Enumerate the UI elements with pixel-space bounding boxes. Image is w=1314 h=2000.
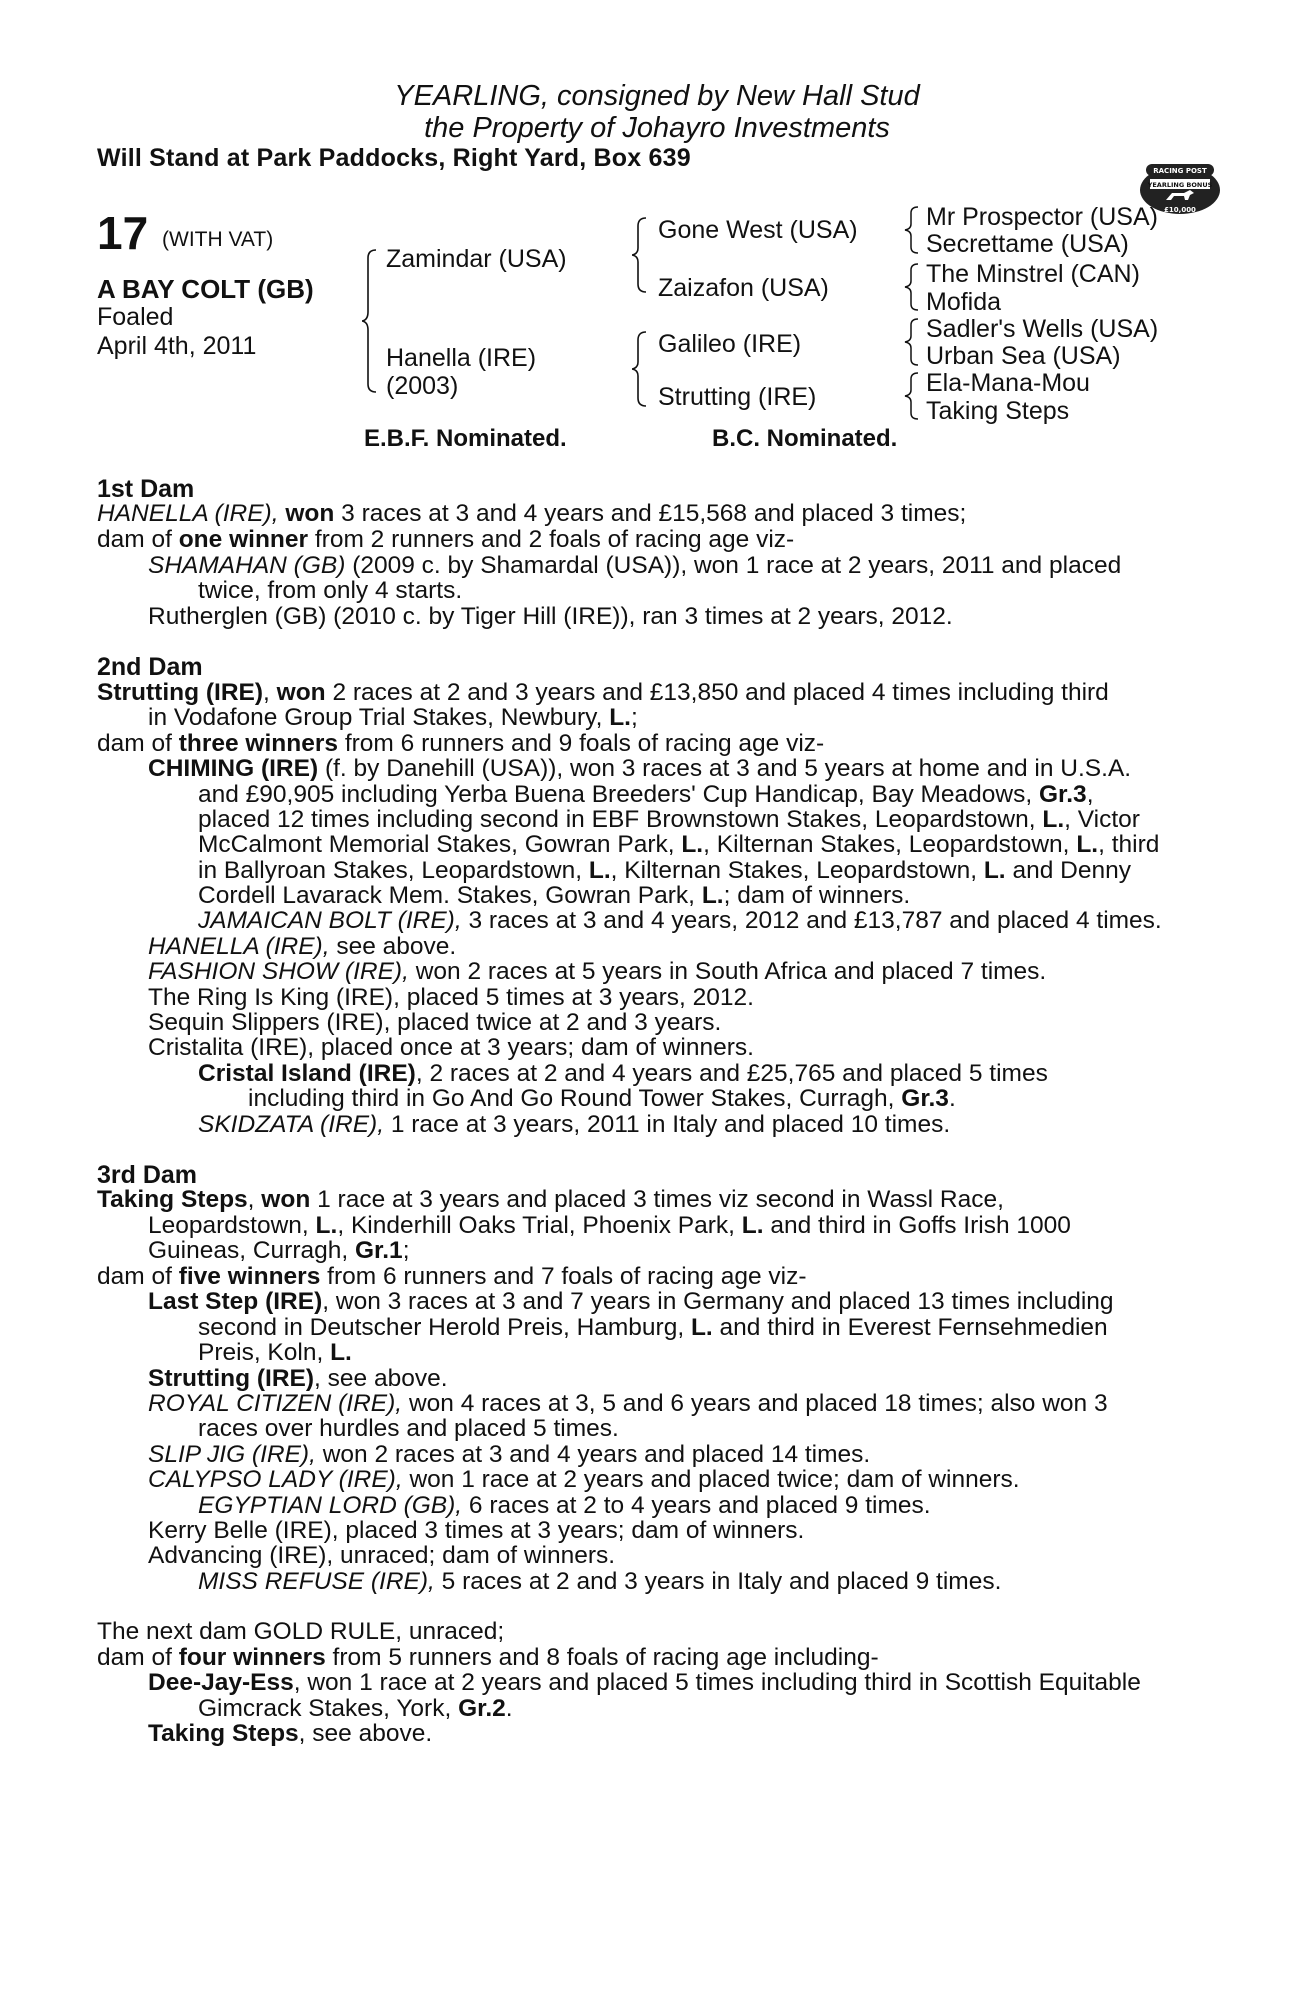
dam-sire: Galileo (IRE) (658, 330, 802, 358)
chiming-line-2: and £90,905 including Yerba Buena Breeders' Cup Handicap, Bay Meadows, Gr.3, (198, 781, 1094, 808)
first-dam-produce-line: dam of one winner from 2 runners and 2 foals of racing age viz- (97, 526, 795, 553)
third-dam-produce-line: dam of five winners from 6 runners and 7 foals of racing age viz- (97, 1263, 807, 1290)
pedigree-brace-g1 (904, 204, 922, 256)
taking-steps-line: Taking Steps, see above. (148, 1720, 433, 1747)
chiming-line-5: in Ballyroan Stakes, Leopardstown, L., Kilternan Stakes, Leopardstown, L. and Denny (198, 857, 1131, 884)
sire-dam: Zaizafon (USA) (658, 274, 829, 302)
miss-refuse-line: MISS REFUSE (IRE), 5 races at 2 and 3 years in Italy and placed 9 times. (198, 1568, 1002, 1595)
cristalita-line: Cristalita (IRE), placed once at 3 years; dam of winners. (148, 1034, 754, 1061)
chiming-line-6: Cordell Lavarack Mem. Stakes, Gowran Park, L.; dam of winners. (198, 882, 911, 909)
third-dam-heading: 3rd Dam (97, 1161, 198, 1189)
badge-amount-text: £10,000 (1164, 206, 1196, 214)
g3: The Minstrel (CAN) (926, 260, 1140, 288)
chiming-line-3: placed 12 times including second in EBF Brownstown Stakes, Leopardstown, L., Victor (198, 806, 1140, 833)
rutherglen-line: Rutherglen (GB) (2010 c. by Tiger Hill (IRE)), ran 3 times at 2 years, 2012. (148, 603, 953, 630)
g4: Mofida (926, 288, 1002, 316)
badge-mid-text: YEARLING BONUS (1147, 181, 1213, 189)
sire-sire: Gone West (USA) (658, 216, 858, 244)
third-dam-line-2: Leopardstown, L., Kinderhill Oaks Trial, Phoenix Park, L. and third in Goffs Irish 1000 (148, 1212, 1071, 1239)
g5: Sadler's Wells (USA) (926, 315, 1159, 343)
sire: Zamindar (USA) (386, 245, 567, 273)
g2: Secrettame (USA) (926, 230, 1129, 258)
lot-number: 17 (97, 207, 149, 259)
dee-jay-ess-line: Dee-Jay-Ess, won 1 race at 2 years and placed 5 times including third in Scottish Equitable (148, 1669, 1141, 1696)
skidzata-line: SKIDZATA (IRE), 1 race at 3 years, 2011 in Italy and placed 10 times. (198, 1111, 951, 1138)
next-dam-produce-line: dam of four winners from 5 runners and 8 foals of racing age including- (97, 1644, 879, 1671)
next-dam-line: The next dam GOLD RULE, unraced; (97, 1618, 505, 1645)
pedigree-brace-g4 (904, 370, 922, 422)
advancing-line: Advancing (IRE), unraced; dam of winners. (148, 1542, 616, 1569)
dam-year: (2003) (386, 372, 459, 400)
royal-citizen-line: ROYAL CITIZEN (IRE), won 4 races at 3, 5 and 6 years and placed 18 times; also won 3 (148, 1390, 1108, 1417)
ring-is-king-line: The Ring Is King (IRE), placed 5 times at 3 years, 2012. (148, 984, 754, 1011)
header-line-1: YEARLING, consigned by New Hall Stud (394, 80, 920, 112)
first-dam-heading: 1st Dam (97, 475, 195, 503)
dam: Hanella (IRE) (386, 344, 537, 372)
lot-description: A BAY COLT (GB) (97, 274, 314, 304)
pedigree-brace-dam (632, 328, 652, 410)
g1: Mr Prospector (USA) (926, 203, 1158, 231)
hanella-line: HANELLA (IRE), see above. (148, 933, 457, 960)
pedigree-brace-sire (632, 214, 652, 296)
g6: Urban Sea (USA) (926, 342, 1121, 370)
g7: Ela-Mana-Mou (926, 369, 1090, 397)
second-dam-line: Strutting (IRE), won 2 races at 2 and 3 years and £13,850 and placed 4 times including third (97, 679, 1109, 706)
calypso-lady-line: CALYPSO LADY (IRE), won 1 race at 2 years and placed twice; dam of winners. (148, 1466, 1020, 1493)
last-step-line-2: second in Deutscher Herold Preis, Hamburg, L. and third in Everest Fernsehmedien (198, 1314, 1108, 1341)
chiming-line: CHIMING (IRE) (f. by Danehill (USA)), won 3 races at 3 and 5 years at home and in U.S.A. (148, 755, 1132, 782)
second-dam-line-2: in Vodafone Group Trial Stakes, Newbury, L.; (148, 704, 638, 731)
shamahan-line-2: twice, from only 4 starts. (198, 577, 463, 604)
shamahan-line: SHAMAHAN (GB) (2009 c. by Shamardal (USA)), won 1 race at 2 years, 2011 and placed (148, 552, 1122, 579)
pedigree-brace-main (362, 246, 382, 396)
g8: Taking Steps (926, 397, 1070, 425)
jamaican-bolt-line: JAMAICAN BOLT (IRE), 3 races at 3 and 4 years, 2012 and £13,787 and placed 4 times. (198, 907, 1162, 934)
bc-nominated: B.C. Nominated. (712, 425, 898, 452)
dee-jay-ess-line-2: Gimcrack Stakes, York, Gr.2. (198, 1695, 513, 1722)
header-location: Will Stand at Park Paddocks, Right Yard, Box 639 (97, 144, 691, 172)
second-dam-heading: 2nd Dam (97, 653, 203, 681)
ebf-nominated: E.B.F. Nominated. (364, 425, 567, 452)
strutting-line: Strutting (IRE), see above. (148, 1365, 448, 1392)
dam-dam: Strutting (IRE) (658, 383, 817, 411)
royal-citizen-line-2: races over hurdles and placed 5 times. (198, 1415, 619, 1442)
last-step-line-3: Preis, Koln, L. (198, 1339, 352, 1366)
sequin-slippers-line: Sequin Slippers (IRE), placed twice at 2 and 3 years. (148, 1009, 722, 1036)
slip-jig-line: SLIP JIG (IRE), won 2 races at 3 and 4 years and placed 14 times. (148, 1441, 871, 1468)
egyptian-lord-line: EGYPTIAN LORD (GB), 6 races at 2 to 4 years and placed 9 times. (198, 1492, 931, 1519)
kerry-belle-line: Kerry Belle (IRE), placed 3 times at 3 years; dam of winners. (148, 1517, 805, 1544)
last-step-line: Last Step (IRE), won 3 races at 3 and 7 years in Germany and placed 13 times including (148, 1288, 1114, 1315)
third-dam-line: Taking Steps, won 1 race at 3 years and placed 3 times viz second in Wassl Race, (97, 1186, 1004, 1213)
fashion-show-line: FASHION SHOW (IRE), won 2 races at 5 years in South Africa and placed 7 times. (148, 958, 1047, 985)
pedigree-brace-g3 (904, 316, 922, 368)
pedigree-brace-g2 (904, 261, 922, 313)
third-dam-line-3: Guineas, Curragh, Gr.1; (148, 1237, 410, 1264)
foaled-date: April 4th, 2011 (97, 332, 257, 360)
second-dam-produce-line: dam of three winners from 6 runners and 9 foals of racing age viz- (97, 730, 825, 757)
cristal-island-line: Cristal Island (IRE), 2 races at 2 and 4 years and £25,765 and placed 5 times (198, 1060, 1048, 1087)
cristal-island-line-2: including third in Go And Go Round Tower Stakes, Curragh, Gr.3. (248, 1085, 956, 1112)
foaled-label: Foaled (97, 303, 174, 331)
chiming-line-4: McCalmont Memorial Stakes, Gowran Park, L., Kilternan Stakes, Leopardstown, L., third (198, 831, 1160, 858)
header-line-2: the Property of Johayro Investments (424, 112, 890, 144)
badge-top-text: RACING POST (1153, 167, 1207, 175)
lot-vat: (WITH VAT) (162, 228, 274, 251)
first-dam-line: HANELLA (IRE), won 3 races at 3 and 4 years and £15,568 and placed 3 times; (97, 500, 967, 527)
